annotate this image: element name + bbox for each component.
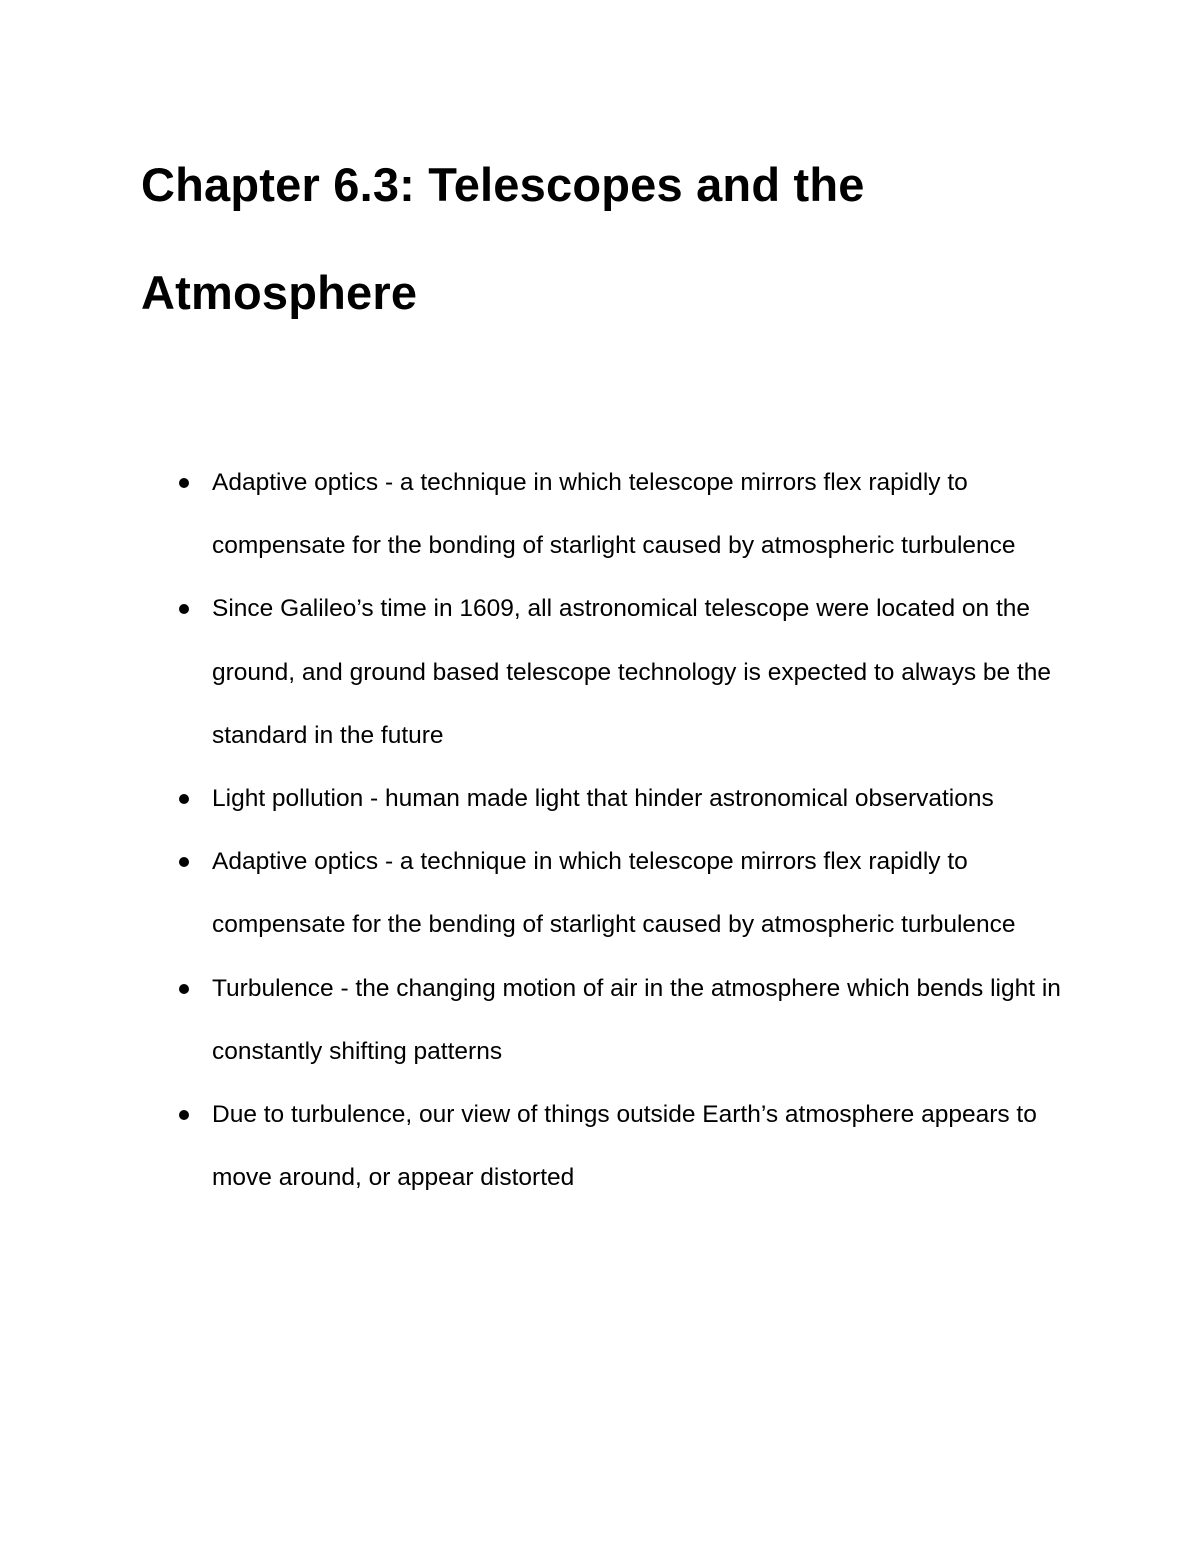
bullet-icon <box>179 1110 189 1120</box>
list-item-text: Turbulence - the changing motion of air in the atmosphere which bends light in constantly shifting patterns <box>212 974 1061 1065</box>
list-item <box>0 577 1072 767</box>
bullet-icon <box>179 604 189 614</box>
list-item <box>0 830 1072 956</box>
list-item <box>0 1083 1072 1209</box>
notes-list <box>0 451 1200 1209</box>
bullet-icon <box>179 857 189 867</box>
list-item-text: Due to turbulence, our view of things outside Earth’s atmosphere appears to move around, or appear distorted <box>212 1101 1037 1192</box>
list-item <box>0 957 1072 1083</box>
list-item-text: Since Galileo’s time in 1609, all astronomical telescope were located on the ground, and ground based telescope technology is expected to always be the standard in the future <box>212 595 1052 749</box>
bullet-icon <box>179 984 189 994</box>
bullet-icon <box>179 478 189 488</box>
page-title: Chapter 6.3: Telescopes and the Atmosphere <box>141 158 865 319</box>
list-item-text: Adaptive optics - a technique in which telescope mirrors flex rapidly to compensate for the bending of starlight caused by atmospheric turbulence <box>212 848 1016 939</box>
list-item <box>0 767 1072 830</box>
list-item-text: Adaptive optics - a technique in which telescope mirrors flex rapidly to compensate for the bonding of starlight caused by atmospheric turbulence <box>212 469 1016 560</box>
list-item <box>0 451 1072 577</box>
list-item-text: Light pollution - human made light that hinder astronomical observations <box>212 785 994 813</box>
bullet-icon <box>179 794 189 804</box>
